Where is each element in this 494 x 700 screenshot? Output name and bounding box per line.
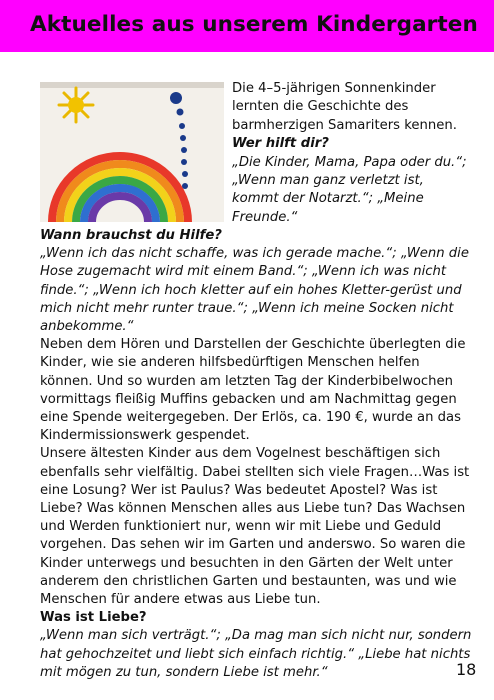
page-title: Aktuelles aus unserem Kindergarten xyxy=(30,12,478,37)
intro-text: Die 4–5-jährigen Sonnenkinder lernten die Geschichte des barmherzigen Samariters kennen. xyxy=(232,81,457,133)
answers-when-help: „Wenn ich das nicht schaffe, was ich gerade mache.“; „Wenn die Hose zugemacht wird mit einem Band.“; „Wenn ich was nicht finde.“; „Wenn ich hoch kletter auf ein hohes Kletter-gerüst und mich nicht mehr runter traue.“; „Wenn ich meine Socken nicht anbekomme.“ xyxy=(40,246,469,335)
page-number: 18 xyxy=(456,660,477,679)
answers-what-is-love: „Wenn man sich verträgt.“; „Da mag man sich nicht nur, sondern hat gehochzeitet und liebt sich einfach richtig.“ „Liebe hat nichts mit mögen zu tun, sondern Liebe ist mehr.“ xyxy=(40,628,472,680)
paragraph-muffins: Neben dem Hören und Darstellen der Geschichte überlegten die Kinder, wie sie anderen hilfsbedürftigen Menschen helfen können. Und so wurden am letzten Tag der Kinderbibelwochen vormittags fleißig Muffins gebacken und am Nachmittag gegen eine Spende weitergegeben. Der Erlös, ca. 190 €, wurde an das Kindermissionswerk gespendet. xyxy=(40,337,466,444)
page-header xyxy=(0,0,494,52)
paragraph-vogelnest: Unsere ältesten Kinder aus dem Vogelnest beschäftigen sich ebenfalls sehr vielfältig. Dabei stellten sich viele Fragen…Was ist eine Losung? Wer ist Paulus? Was bedeutet Apostel? Was ist Liebe? Was können Menschen alles aus Liebe tun? Das Wachsen und Werden funktioniert nur, wenn wir mit Liebe und Geduld vorgehen. Das sehen wir im Garten und anderswo. So waren die Kinder unterwegs und besuchten in den Gärten der Welt unter anderem den christlichen Garten und bestaunten, was und wie Menschen für andere etwas aus Liebe tun. xyxy=(40,446,470,608)
article-body xyxy=(40,227,472,682)
question-who-helps: Wer hilft dir? xyxy=(232,136,329,152)
question-when-help: Wann brauchst du Hilfe? xyxy=(40,228,222,243)
rainbow-drawing-photo xyxy=(40,82,224,222)
answers-who-helps: „Die Kinder, Mama, Papa oder du.“; „Wenn man ganz verletzt ist, kommt der Notarzt.“; „Meine Freunde.“ xyxy=(232,154,467,225)
question-what-is-love: Was ist Liebe? xyxy=(40,610,147,626)
intro-paragraph xyxy=(232,80,472,227)
